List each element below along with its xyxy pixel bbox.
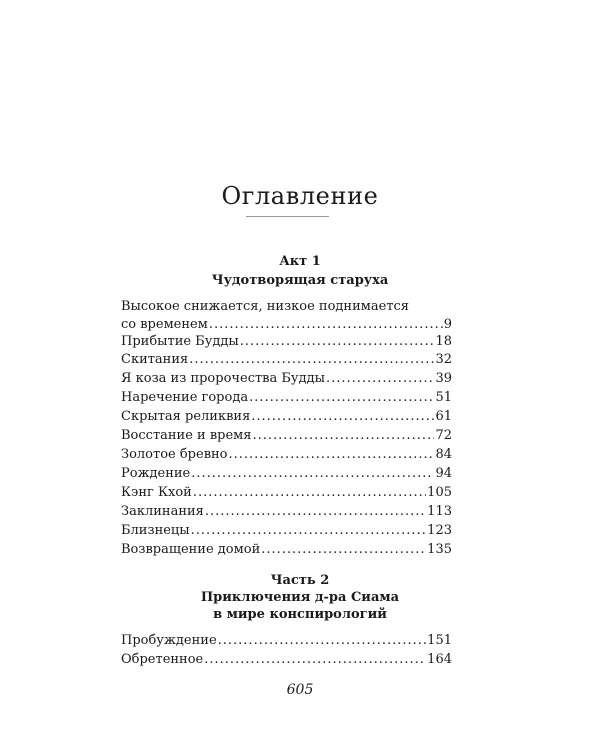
toc-entry-title: Пробуждение bbox=[121, 633, 217, 648]
toc-entry-page: 135 bbox=[427, 542, 452, 557]
leader-dots bbox=[191, 522, 427, 540]
part2-subtitle-line2: в мире конспирологий bbox=[213, 607, 387, 622]
toc-entry-page: 151 bbox=[427, 633, 452, 648]
leader-dots bbox=[204, 651, 426, 669]
toc-entry-title: Возвращение домой bbox=[121, 542, 261, 557]
toc-entry[interactable] bbox=[121, 522, 452, 540]
leader-dots bbox=[209, 316, 443, 334]
toc-entry[interactable] bbox=[121, 351, 452, 369]
toc-entry[interactable] bbox=[121, 427, 452, 445]
leader-dots bbox=[193, 484, 426, 502]
toc-entry-page: 123 bbox=[427, 523, 452, 538]
part2-heading-block bbox=[0, 573, 600, 623]
toc-entry-page: 113 bbox=[427, 504, 452, 519]
toc-entry[interactable] bbox=[121, 370, 452, 388]
toc-entry-title: Восстание и время bbox=[121, 428, 252, 443]
toc-entry[interactable] bbox=[121, 389, 452, 407]
toc-entry-page: 39 bbox=[435, 371, 452, 386]
toc-entry-title: Наречение города bbox=[121, 390, 249, 405]
toc-entry-title: Обретенное bbox=[121, 652, 204, 667]
toc-entry-page: 84 bbox=[435, 447, 452, 462]
toc-entry[interactable] bbox=[121, 408, 452, 426]
toc-entry[interactable] bbox=[121, 465, 452, 483]
toc-entry-title: Близнецы bbox=[121, 523, 190, 538]
act1-heading: Акт 1 bbox=[279, 254, 321, 269]
toc-entry-title: Я коза из пророчества Будды bbox=[121, 371, 325, 386]
toc-entry-title: Прибытие Будды bbox=[121, 334, 239, 349]
toc-entry[interactable] bbox=[121, 484, 452, 502]
leader-dots bbox=[229, 446, 435, 464]
leader-dots bbox=[252, 427, 434, 445]
toc-entry-page: 9 bbox=[443, 317, 452, 332]
toc-entry-page: 61 bbox=[435, 409, 452, 424]
toc-entry-page: 164 bbox=[427, 652, 452, 667]
toc-entry[interactable] bbox=[121, 632, 452, 650]
toc-entry-title: Золотое бревно bbox=[121, 447, 228, 462]
part2-subtitle-line1: Приключения д-ра Сиама bbox=[200, 590, 400, 605]
toc-entry-page: 94 bbox=[435, 466, 452, 481]
leader-dots bbox=[218, 632, 427, 650]
toc-entry-title: Скитания bbox=[121, 352, 189, 367]
title-divider bbox=[246, 216, 329, 217]
part2-heading: Часть 2 bbox=[270, 573, 330, 588]
toc-entry-page: 72 bbox=[435, 428, 452, 443]
leader-dots bbox=[249, 389, 434, 407]
toc-entry[interactable] bbox=[121, 333, 452, 351]
toc-entry-page: 51 bbox=[435, 390, 452, 405]
toc-entry[interactable] bbox=[121, 446, 452, 464]
toc-entry-title: Заклинания bbox=[121, 504, 204, 519]
toc-entry-page: 105 bbox=[427, 485, 452, 500]
toc-entry[interactable] bbox=[121, 541, 452, 559]
leader-dots bbox=[191, 465, 434, 483]
leader-dots bbox=[205, 503, 426, 521]
page-title: Оглавление bbox=[221, 182, 379, 210]
toc-entry-title-line1: Высокое снижается, низкое поднимается bbox=[121, 299, 409, 314]
leader-dots bbox=[189, 351, 434, 369]
toc-entry-page: 32 bbox=[435, 352, 452, 367]
toc-entry-title: Рождение bbox=[121, 466, 191, 481]
toc-entry[interactable] bbox=[121, 503, 452, 521]
toc-entry[interactable] bbox=[121, 651, 452, 669]
leader-dots bbox=[261, 541, 426, 559]
leader-dots bbox=[240, 333, 435, 351]
act1-subtitle: Чудотворящая старуха bbox=[211, 273, 389, 288]
toc-entry[interactable] bbox=[121, 298, 452, 334]
toc-entry-title: Кэнг Кхой bbox=[121, 485, 192, 500]
page-number: 605 bbox=[286, 682, 314, 698]
leader-dots bbox=[326, 370, 435, 388]
leader-dots bbox=[251, 408, 434, 426]
toc-entry-title: со временем bbox=[121, 317, 208, 332]
toc-entry-title: Скрытая реликвия bbox=[121, 409, 251, 424]
toc-entry-page: 18 bbox=[435, 334, 452, 349]
act1-heading-block bbox=[0, 254, 600, 289]
